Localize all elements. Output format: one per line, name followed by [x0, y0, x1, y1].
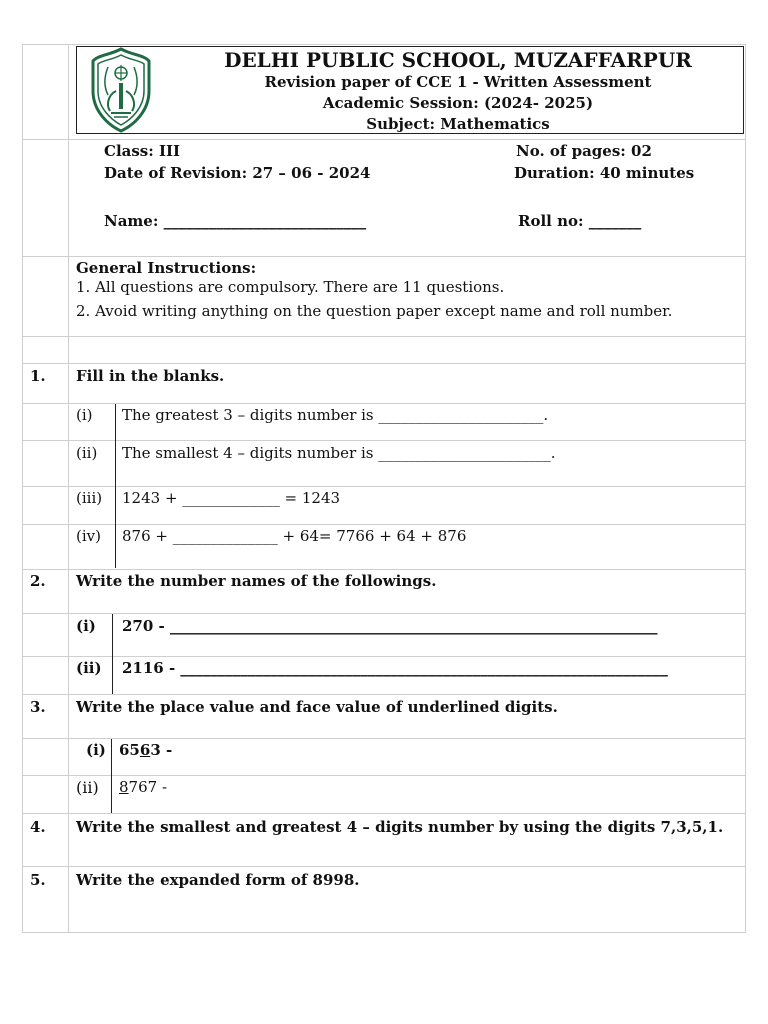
grid-row: [22, 363, 746, 364]
header-line-3: Subject: Mathematics: [366, 115, 550, 133]
instruction-item: 1. All questions are compulsory. There are 11 questions.: [76, 278, 505, 296]
name-field: Name: ___________________________: [104, 212, 367, 230]
duration-label: Duration: 40 minutes: [514, 164, 695, 182]
class-label: Class: III: [104, 142, 181, 160]
question-text: Write the number names of the followings.: [76, 572, 437, 590]
part-label: (ii): [76, 778, 99, 797]
grid-col-divider: [68, 44, 69, 933]
part-label: (iii): [76, 489, 103, 507]
instructions-title: General Instructions:: [76, 259, 257, 277]
grid-row: [22, 336, 746, 337]
part-text: 2116 - _________________________________________________________________: [122, 659, 668, 677]
grid-row: [22, 403, 746, 404]
grid-row: [22, 613, 746, 614]
school-name: DELHI PUBLIC SCHOOL, MUZAFFARPUR: [224, 48, 692, 72]
question-text: Write the expanded form of 8998.: [76, 871, 360, 889]
part-label: (i): [76, 406, 93, 424]
grid-right: [745, 44, 746, 933]
part-label: (iv): [76, 527, 101, 545]
grid-row: [22, 656, 746, 657]
subpart-divider: [111, 739, 112, 813]
underlined-digit: 6: [139, 741, 151, 759]
grid-row: [22, 775, 746, 776]
grid-row: [22, 524, 746, 525]
question-text: Write the smallest and greatest 4 – digits number by using the digits 7,3,5,1.: [76, 818, 724, 836]
part-text: The smallest 4 – digits number is _______________________.: [122, 444, 556, 462]
text-post: 3 -: [150, 741, 173, 759]
question-number: 4.: [30, 818, 46, 836]
part-text: [119, 778, 167, 796]
part-text: 270 - _________________________________________________________________: [122, 617, 658, 635]
text-pre: 65: [119, 741, 140, 759]
pages-label: No. of pages: 02: [516, 142, 652, 160]
question-number: 3.: [30, 698, 46, 716]
grid-row: [22, 256, 746, 257]
grid-row: [22, 738, 746, 739]
part-text: 1243 + _____________ = 1243: [122, 489, 341, 507]
header-line-2: Academic Session: (2024- 2025): [322, 94, 594, 112]
instruction-item: 2. Avoid writing anything on the question paper except name and roll number.: [76, 302, 673, 320]
header-line-1: Revision paper of CCE 1 - Written Assessment: [264, 73, 652, 91]
grid-row: [22, 486, 746, 487]
question-text: Fill in the blanks.: [76, 367, 225, 385]
part-text: 876 + ______________ + 64= 7766 + 64 + 876: [122, 527, 467, 545]
school-crest-icon: [90, 47, 152, 133]
question-number: 1.: [30, 367, 46, 385]
date-label: Date of Revision: 27 – 06 - 2024: [104, 164, 371, 182]
text-post: 767 -: [128, 778, 168, 796]
question-text: Write the place value and face value of underlined digits.: [76, 698, 558, 716]
part-label: (ii): [76, 444, 98, 462]
underlined-digit: 8: [119, 778, 129, 796]
grid-row: [22, 694, 746, 695]
part-text: [119, 741, 172, 759]
grid-row: [22, 139, 746, 140]
grid-row: [22, 932, 746, 933]
question-number: 2.: [30, 572, 46, 590]
part-label: (ii): [76, 659, 102, 677]
grid-left: [22, 44, 23, 933]
subpart-divider: [115, 404, 116, 568]
question-number: 5.: [30, 871, 46, 889]
roll-field: Roll no: _______: [518, 212, 642, 230]
part-label: (i): [76, 617, 96, 635]
subpart-divider: [112, 614, 113, 694]
part-text: The greatest 3 – digits number is ______________________.: [122, 406, 549, 424]
grid-row: [22, 440, 746, 441]
grid-row: [22, 813, 746, 814]
grid-row: [22, 569, 746, 570]
grid-row: [22, 866, 746, 867]
part-label: (i): [86, 741, 106, 759]
grid-row: [22, 44, 746, 45]
